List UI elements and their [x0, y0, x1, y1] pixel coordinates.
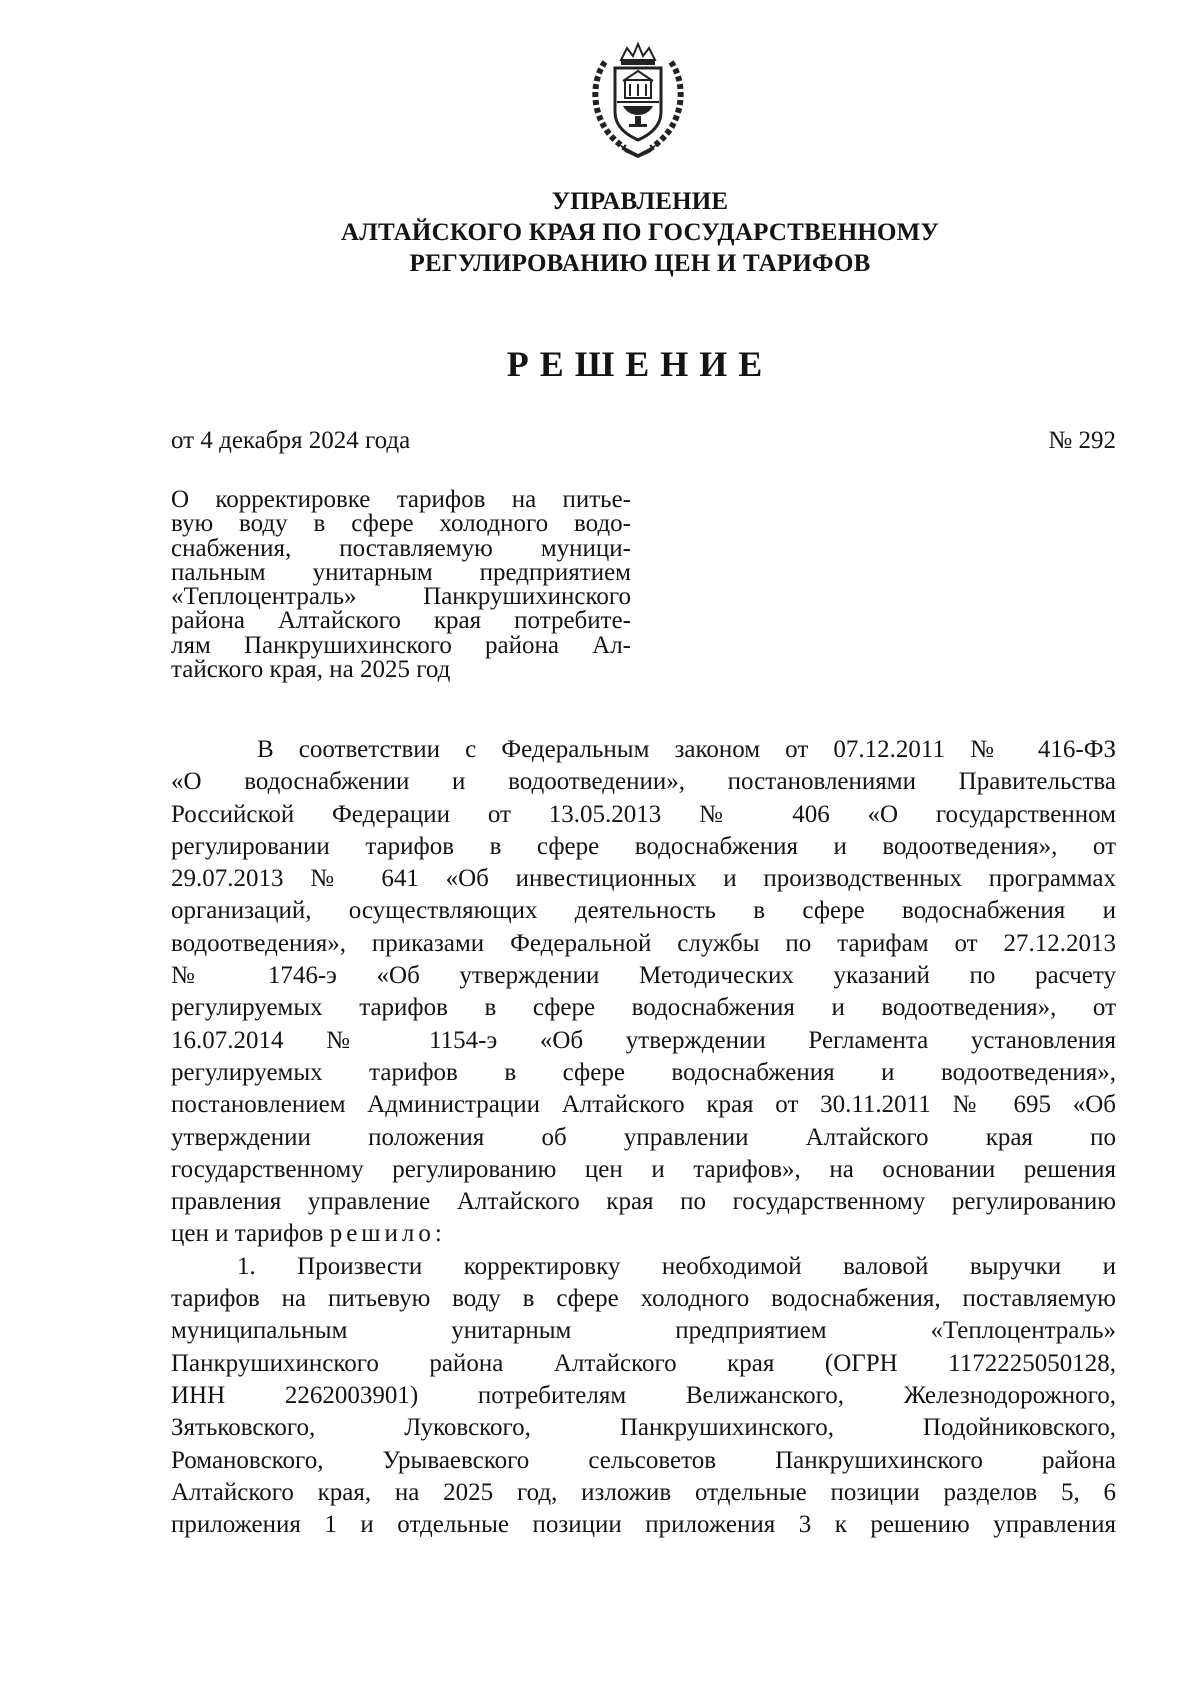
- body-line: регулируемых тарифов в сфере водоснабжения и водоотведения»,: [171, 1058, 1116, 1086]
- body-line: правления управление Алтайского края по государственному регулированию: [171, 1188, 1116, 1216]
- item-1-line: Панкрушихинского района Алтайского края (ОГРН 1172225050128,: [171, 1349, 1116, 1377]
- body-line: В соответствии с Федеральным законом от 07.12.2011 № 416-ФЗ: [257, 736, 1116, 763]
- subject-line: района Алтайского края потребите-: [171, 607, 631, 635]
- subject-line: тайского края, на 2025 год: [171, 656, 451, 684]
- subject-line: вую воду в сфере холодного водо-: [171, 510, 631, 538]
- subject-line: лям Панкрушихинского района Ал-: [171, 631, 631, 659]
- body-line: водоотведения», приказами Федеральной службы по тарифам от 27.12.2013: [171, 929, 1116, 957]
- item-1-line: Алтайского края, на 2025 год, изложив отдельные позиции разделов 5, 6: [171, 1478, 1116, 1506]
- body-line: № 1746-э «Об утверждении Методических указаний по расчету: [171, 962, 1116, 990]
- agency-line: РЕГУЛИРОВАНИЮ ЦЕН И ТАРИФОВ: [409, 250, 871, 277]
- subject-line: снабжения, поставляемую муници-: [171, 534, 631, 562]
- item-1-line: тарифов на питьевую воду в сфере холодного водоснабжения, поставляемую: [171, 1285, 1116, 1313]
- subject-line: пальным унитарным предприятием: [171, 558, 631, 586]
- subject-line: «Теплоцентраль» Панкрушихинского: [171, 583, 631, 611]
- item-1-line: муниципальным унитарным предприятием «Теплоцентраль»: [171, 1317, 1116, 1345]
- body-line: 16.07.2014 № 1154-э «Об утверждении Регламента установления: [171, 1026, 1116, 1054]
- body-line: организаций, осуществляющих деятельность в сфере водоснабжения и: [171, 897, 1116, 925]
- body-line-prefix: цен и тарифов: [171, 1220, 330, 1248]
- document-date: от 4 декабря 2024 года: [171, 427, 411, 454]
- item-1-line: Романовского, Урываевского сельсоветов Панкрушихинского района: [171, 1446, 1116, 1474]
- body-line-decision: [171, 1218, 1116, 1250]
- agency-line: УПРАВЛЕНИЕ: [551, 188, 729, 215]
- document-subject: [171, 488, 631, 682]
- decided-keyword: решило:: [329, 1220, 446, 1248]
- document-type-title: РЕШЕНИЕ: [506, 344, 774, 384]
- agency-header: [200, 186, 1080, 279]
- body-line: утверждении положения об управлении Алтайского края по: [171, 1123, 1116, 1151]
- item-1-line: ИНН 2262003901) потребителям Велижанского, Железнодорожного,: [171, 1381, 1116, 1409]
- body-line: Российской Федерации от 13.05.2013 № 406 «О государственном: [171, 800, 1116, 828]
- item-1-line: Зятьковского, Луковского, Панкрушихинского, Подойниковского,: [171, 1414, 1116, 1442]
- body-line: постановлением Администрации Алтайского края от 30.11.2011 № 695 «Об: [171, 1091, 1116, 1119]
- item-1-line: приложения 1 и отдельные позиции приложения 3 к решению управления: [171, 1511, 1116, 1539]
- body-line: «О водоснабжении и водоотведении», постановлениями Правительства: [171, 768, 1116, 796]
- coat-of-arms-emblem: [585, 40, 691, 158]
- body-line: 29.07.2013 № 641 «Об инвестиционных и производственных программах: [171, 865, 1116, 893]
- body-line: государственному регулированию цен и тарифов», на основании решения: [171, 1155, 1116, 1183]
- agency-line: АЛТАЙСКОГО КРАЯ ПО ГОСУДАРСТВЕННОМУ: [340, 219, 940, 246]
- item-1-line: 1. Произвести корректировку необходимой валовой выручки и: [237, 1252, 1116, 1280]
- document-number: № 292: [1048, 427, 1116, 454]
- subject-line: О корректировке тарифов на питье-: [171, 486, 631, 513]
- body-line: регулируемых тарифов в сфере водоснабжения и водоотведения», от: [171, 994, 1116, 1022]
- document-body: [171, 734, 1116, 1541]
- body-line: регулировании тарифов в сфере водоснабжения и водоотведения», от: [171, 832, 1116, 860]
